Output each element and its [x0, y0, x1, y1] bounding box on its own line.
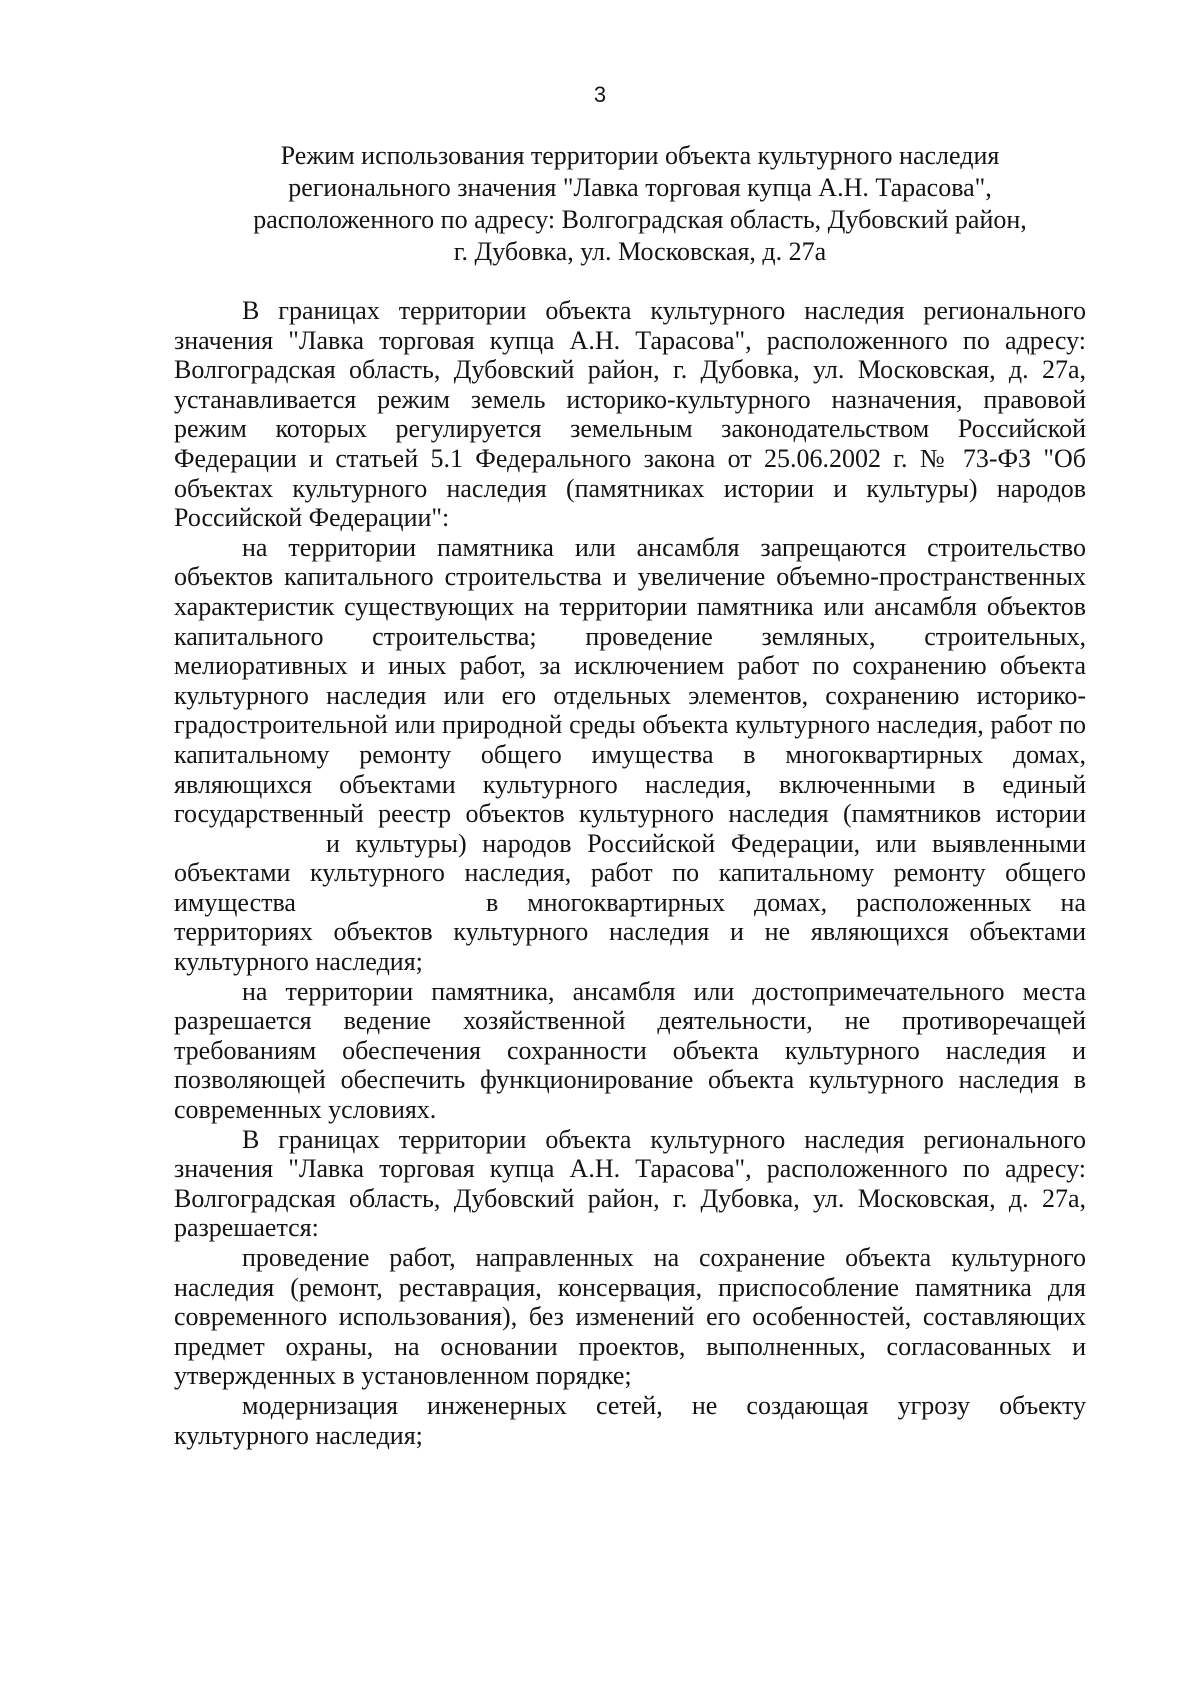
- title-line: г. Дубовка, ул. Московская, д. 27а: [453, 237, 827, 266]
- paragraph-permitted-intro: В границах территории объекта культурного наследия регионального значения "Лавка торговая купца А.Н. Тарасова", расположенного по адресу: Волгоградская область, Дубовский район, г. Дубовка, ул. Московская, д. 27а, разрешается:: [174, 1124, 1086, 1243]
- paragraph-economic-activity: на территории памятника, ансамбля или достопримечательного места разрешается ведение хозяйственной деятельности, не противоречащей требованиям обеспечения сохранности объекта культурного наследия и позволяющей обеспечить функционирование объекта культурного наследия в современных условиях.: [174, 976, 1086, 1125]
- paragraph-engineering-networks: модернизация инженерных сетей, не создающая угрозу объекту культурного наследия;: [174, 1390, 1086, 1450]
- page-number: 3: [593, 82, 607, 107]
- paragraph-prohibitions-part-1: на территории памятника или ансамбля запрещаются строительство объектов капитального строительства и увеличение объемно-пространственных характеристик существующих на территории памятника или ансамбля объектов капитального строительства; проведение земляных, строительных, мелиоративных и иных работ, за исключением работ по сохранению объекта культурного наследия или его отдельных элементов, сохранению историко- градостроительной или природной среды объекта культурного наследия, работ по капитальному ремонту общего имущества в многоквартирных домах, являющихся объектами культурного наследия, включенными в единый государственный реестр объектов культурного наследия (памятников истории: [174, 532, 1086, 829]
- paragraph-prohibitions-part-3: в многоквартирных домах, расположенных на территориях объектов культурного наследия и не являющихся объектами культурного наследия;: [174, 887, 1086, 977]
- document-body: [174, 296, 1086, 1450]
- title-line: расположенного по адресу: Волгоградская область, Дубовский район,: [253, 205, 1027, 234]
- document-title: [190, 140, 1090, 268]
- paragraph-prohibitions-part-2: и культуры) народов Российской Федерации, или выявленными объектами культурного наследия, работ по капитальному ремонту общего имущества: [174, 828, 1086, 917]
- title-line: Режим использования территории объекта культурного наследия: [280, 141, 1000, 170]
- title-line: регионального значения "Лавка торговая купца А.Н. Тарасова",: [288, 173, 992, 202]
- paragraph-territory-regime: В границах территории объекта культурного наследия регионального значения "Лавка торговая купца А.Н. Тарасова", расположенного по адресу: Волгоградская область, Дубовский район, г. Дубовка, ул. Московская, д. 27а, устанавливается режим земель историко-культурного назначения, правовой режим которых регулируется земельным законодательством Российской Федерации и статьей 5.1 Федерального закона от 25.06.2002 г. № 73-ФЗ "Об объектах культурного наследия (памятниках истории и культуры) народов Российской Федерации":: [174, 296, 1086, 533]
- paragraph-preservation-works: проведение работ, направленных на сохранение объекта культурного наследия (ремонт, реставрация, консервация, приспособление памятника для современного использования), без изменений его особенностей, составляющих предмет охраны, на основании проектов, выполненных, согласованных и утвержденных в установленном порядке;: [174, 1243, 1086, 1391]
- paragraph-prohibitions: [174, 533, 1086, 977]
